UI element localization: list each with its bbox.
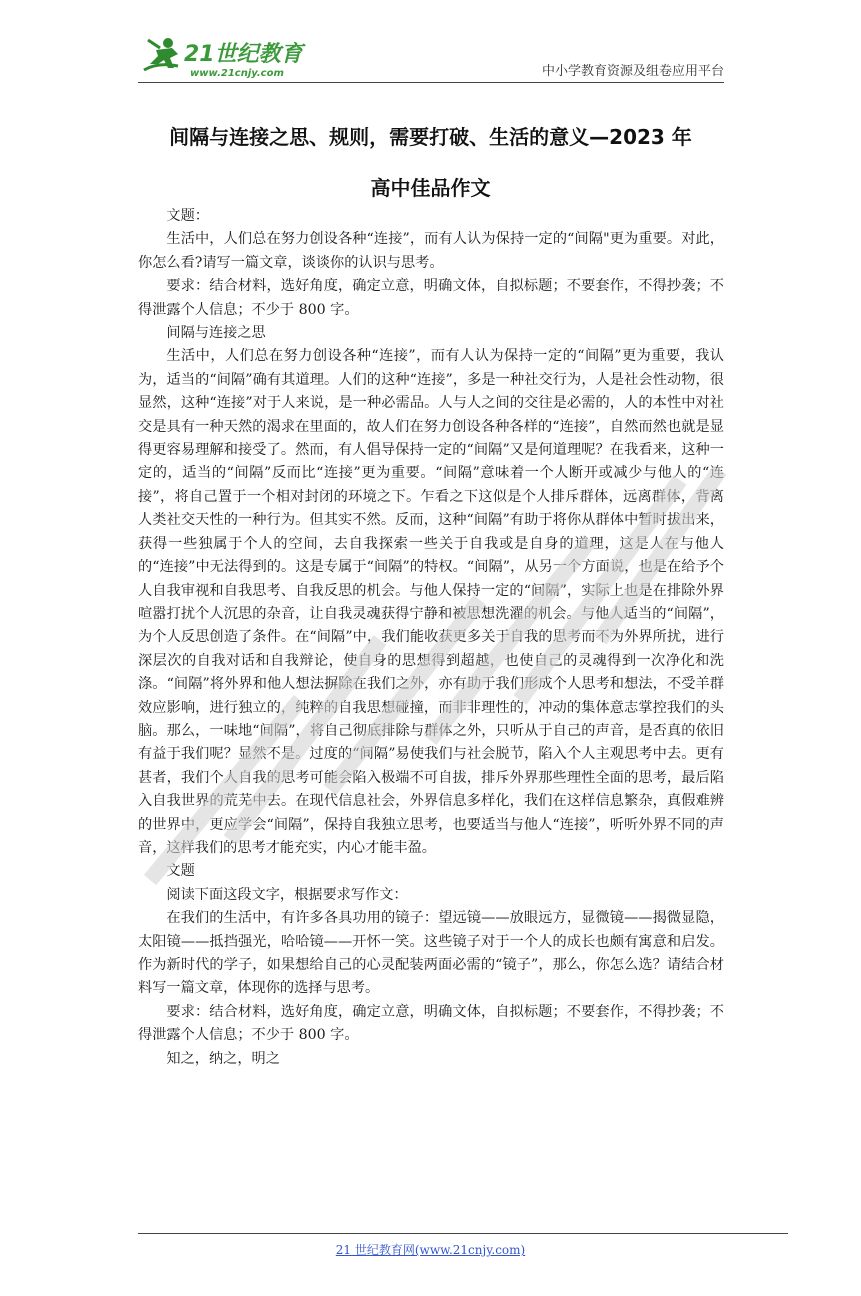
prompt2-label: 文题 (166, 863, 195, 880)
essay-title: 间隔与连接之思 (166, 325, 266, 342)
article-title-line1: 间隔与连接之思、规则，需要打破、生活的意义—2023 年 (169, 125, 692, 149)
prompt-text: 生活中，人们总在努力创设各种“连接”，而有人认为保持一定的“间隔"更为重要。对此，你怎么看?请写一篇文章，谈谈你的认识与思考。 (138, 231, 724, 271)
article-body (138, 205, 724, 1071)
platform-name: 中小学教育资源及组卷应用平台 (541, 64, 724, 79)
prompt2-text: 在我们的生活中，有许多各具功用的镜子：望远镜——放眼远方，显微镜——揭微显隐，太阳镜——抵挡强光，哈哈镜——开怀一笑。这些镜子对于一个人的成长也颇有寓意和启发。作为新时代的学子，如果想给自己的心灵配装两面必需的“镜子”，那么，你怎么选？请结合材料写一篇文章，体现你的选择与思考。 (138, 910, 724, 997)
page-header (138, 30, 724, 84)
prompt-label: 文题： (166, 208, 209, 224)
footer-divider (138, 1233, 788, 1234)
requirements: 要求：结合材料，选好角度，确定立意，明确文体，自拟标题；不要套作，不得抄袭；不得泄露个人信息；不少于 800 字。 (138, 278, 724, 318)
header-divider (138, 82, 724, 83)
requirements-2: 要求：结合材料，选好角度，确定立意，明确文体，自拟标题；不要套作，不得抄袭；不得泄露个人信息；不少于 800 字。 (138, 1003, 724, 1044)
footer-link[interactable]: 21 世纪教育网(www.21cnjy.com) (335, 1243, 526, 1257)
article-title-line2: 高中佳品作文 (370, 176, 491, 200)
logo-runner-icon (138, 34, 318, 82)
essay2-title: 知之，纳之，明之 (166, 1050, 280, 1067)
site-logo[interactable] (138, 34, 318, 82)
essay-paragraph: 生活中，人们总在努力创设各种“连接”，而有人认为保持一定的“间隔”更为重要，我认为，适当的“间隔”确有其道理。人们的这种“连接”，多是一种社交行为，人是社会性动物，很显然，这种“连接”对于人来说，是一种必需品。人与人之间的交往是必需的，人的本性中对社交是具有一种天然的渴求在里面的，故人们在努力创设各种各样的“连接”，自然而然也就是显得更容易理解和接受了。然而，有人倡导保持一定的“间隔”又是何道理呢？在我看来，这种一定的，适当的“间隔”反而比“连接”更为重要。“间隔”意味着一个人断开或减少与他人的“连接”，将自己置于一个相对封闭的环境之下。乍看之下这似是个人排斥群体，远离群体，背离人类社交天性的一种行为。但其实不然。反而，这种“间隔”有助于将你从群体中暂时拔出来，获得一些独属于个人的空间，去自我探索一些关于自我或是自身的道理，这是人在与他人的“连接”中无法得到的。这是专属于“间隔”的特权。“间隔”，从另一个方面说，也是在给予个人自我审视和自我思考、自我反思的机会。与他人保持一定的“间隔”，实际上也是在排除外界喧嚣打扰个人沉思的杂音，让自我灵魂获得宁静和被思想洗濯的机会。与他人适当的“间隔”，为个人反思创造了条件。在“间隔”中，我们能收获更多关于自我的思考而不为外界所扰，进行深层次的自我对话和自我辩论，使自身的思想得到超越，也使自己的灵魂得到一次净化和洗涤。“间隔”将外界和他人想法摒除在我们之外，亦有助于我们形成个人思考和想法，不受羊群效应影响，进行独立的，纯粹的自我思想碰撞，而非非理性的，冲动的集体意志掌控我们的头脑。那么，一味地“间隔”，将自己彻底排除与群体之外，只听从于自己的声音，是否真的依旧有益于我们呢？显然不是。过度的“间隔”易使我们与社会脱节，陷入个人主观思考中去。更有甚者，我们个人自我的思考可能会陷入极端不可自拔，排斥外界那些理性全面的思考，最后陷入自我世界的荒芜中去。在现代信息社会，外界信息多样化，我们在这样信息繁杂，真假难辨的世界中，更应学会“间隔”，保持自我独立思考，也要适当与他人“连接”，听听外界不同的声音，这样我们的思考才能充实，内心才能丰盈。 (138, 348, 724, 856)
prompt2-instruction: 阅读下面这段文字，根据要求写作文： (166, 886, 408, 903)
logo-url: www.21cnjy.com (190, 68, 284, 79)
logo-text: 21世纪教育 (184, 42, 303, 67)
